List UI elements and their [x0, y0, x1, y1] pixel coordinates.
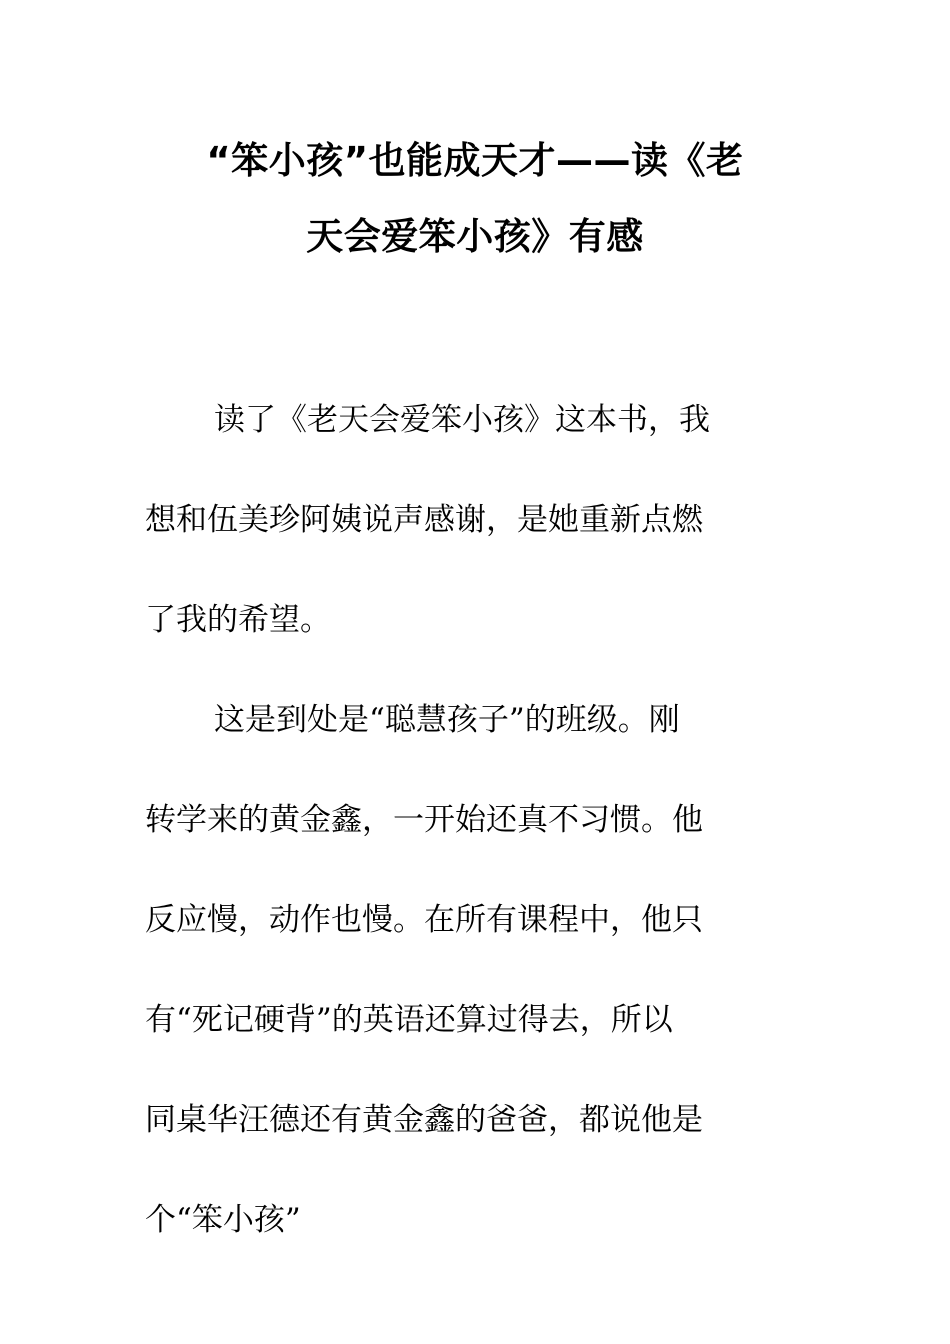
paragraph-1-line-1: 读了《老天会爱笨小孩》这本书，我 [214, 402, 710, 438]
paragraph-2-line-4: 有“死记硬背”的英语还算过得去，所以 [145, 1002, 673, 1038]
paragraph-2-line-1: 这是到处是“聪慧孩子”的班级。刚 [214, 702, 680, 738]
document-title [145, 123, 805, 275]
paragraph-1-line-2: 想和伍美珍阿姨说声感谢，是她重新点燃 [145, 502, 703, 538]
paragraph-2-line-2: 转学来的黄金鑫，一开始还真不习惯。他 [145, 802, 703, 838]
paragraph-1 [145, 370, 805, 670]
paragraph-2-line-6: 个“笨小孩” [145, 1202, 301, 1238]
document-body [145, 370, 805, 1270]
paragraph-2 [145, 670, 805, 1270]
paragraph-1-line-3: 了我的希望。 [145, 602, 331, 638]
paragraph-2-line-5: 同桌华汪德还有黄金鑫的爸爸，都说他是 [145, 1102, 703, 1138]
title-line-1: “笨小孩”也能成天才——读《老 [206, 139, 744, 182]
title-line-2: 天会爱笨小孩》有感 [306, 215, 644, 258]
paragraph-2-line-3: 反应慢，动作也慢。在所有课程中，他只 [145, 902, 703, 938]
